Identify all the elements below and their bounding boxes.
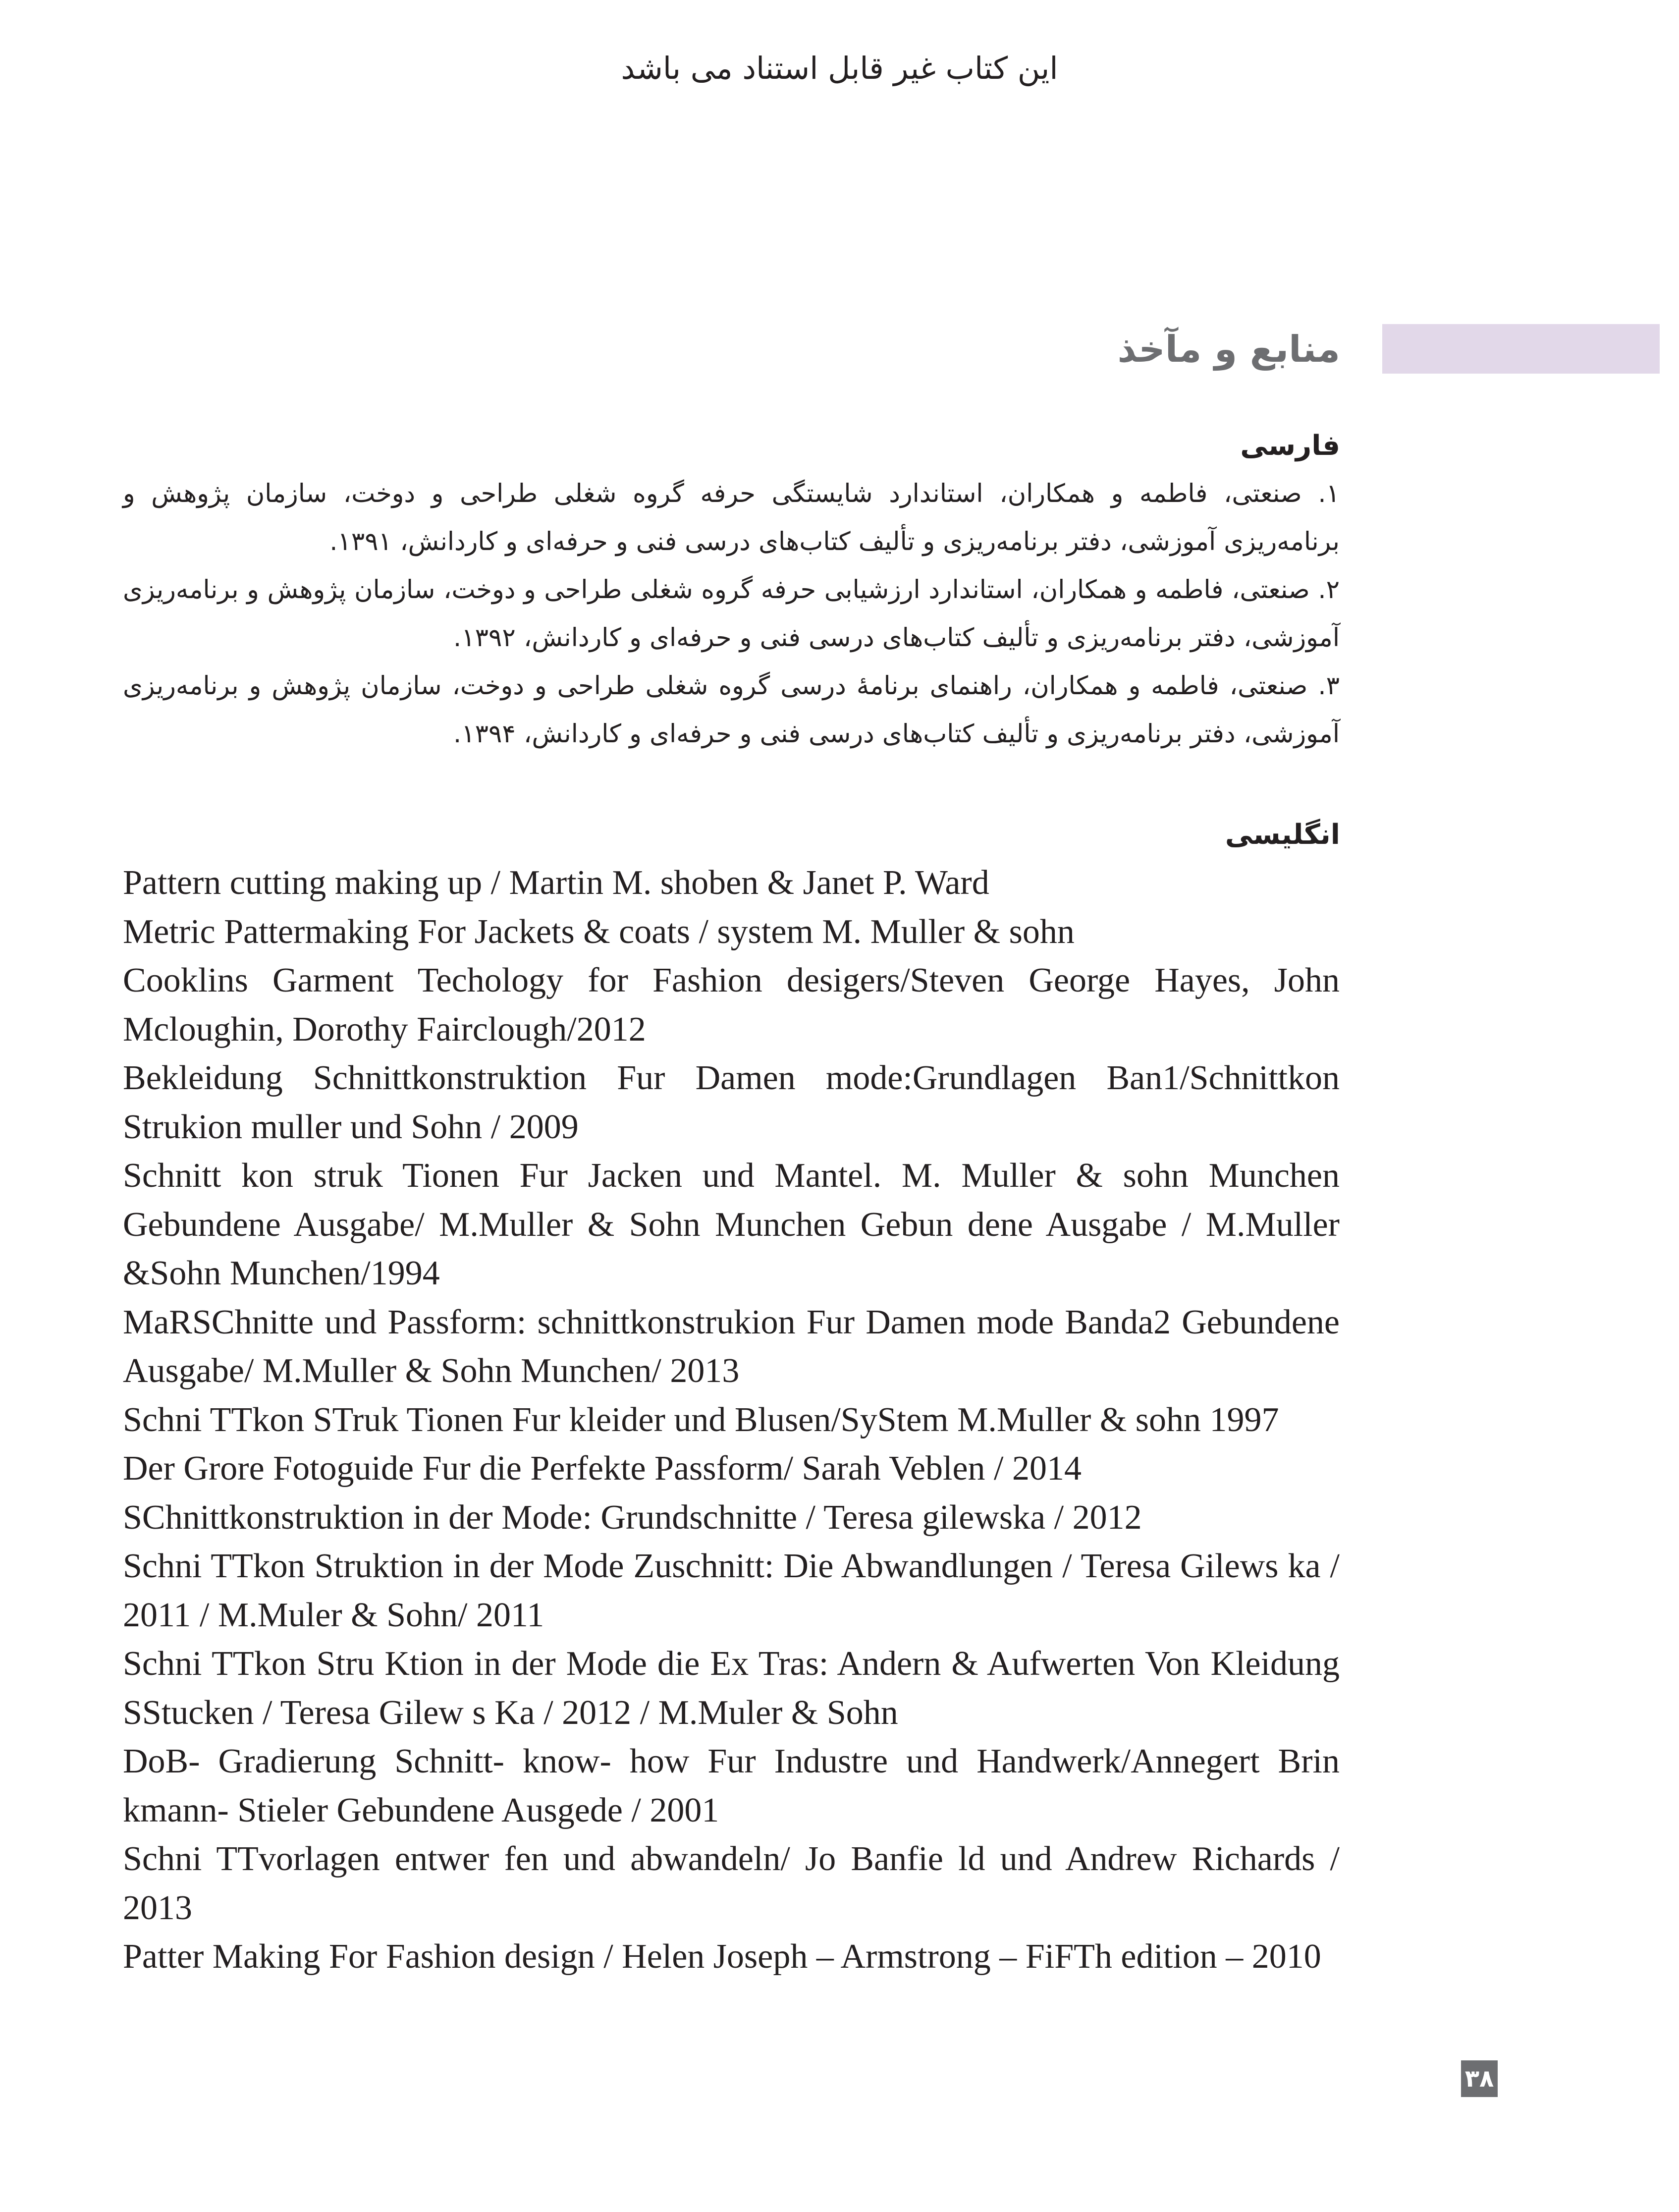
english-references-heading: انگلیسی — [1225, 819, 1340, 851]
english-reference-item: Schni TTkon Struktion in der Mode Zuschnitt: Die Abwandlungen / Teresa Gilews ka / 2011 / M.Muler & Sohn/ 2011 — [123, 1547, 1340, 1634]
persian-reference-item: ۱. صنعتی، فاطمه و همکاران، استاندارد شایستگی حرفه گروه شغلی طراحی و دوخت، سازمان پژوهش و برنامه‌ریزی آموزشی، دفتر برنامه‌ریزی و تألیف کتاب‌های درسی فنی و حرفه‌ای و کاردانش، ۱۳۹۱. — [123, 479, 1340, 556]
english-reference-item: Schnitt kon struk Tionen Fur Jacken und Mantel. M. Muller & sohn Munchen Gebundene Ausgabe/ M.Muller & Sohn Munchen Gebun dene Ausgabe / M.Muller &Sohn Munchen/1994 — [123, 1157, 1340, 1292]
english-reference-item: Schni TTkon Stru Ktion in der Mode die Ex Tras: Andern & Aufwerten Von Kleidung SStucken / Teresa Gilew s Ka / 2012 / M.Muler & Sohn — [123, 1645, 1340, 1732]
english-reference-item: SChnittkonstruktion in der Mode: Grundschnitte / Teresa gilewska / 2012 — [123, 1498, 1142, 1537]
english-reference-item: Patter Making For Fashion design / Helen Joseph – Armstrong – FiFTh edition – 2010 — [123, 1937, 1321, 1976]
english-reference-item: Pattern cutting making up / Martin M. shoben & Janet P. Ward — [123, 864, 989, 902]
persian-reference-item: ۳. صنعتی، فاطمه و همکاران، راهنمای برنامهٔ درسی گروه شغلی طراحی و دوخت، سازمان پژوهش و برنامه‌ریزی آموزشی، دفتر برنامه‌ریزی و تألیف کتاب‌های درسی فنی و حرفه‌ای و کاردانش، ۱۳۹۴. — [123, 671, 1340, 749]
english-reference-item: Cooklins Garment Techology for Fashion desigers/Steven George Hayes, John Mcloughin, Dorothy Fairclough/2012 — [123, 961, 1340, 1049]
watermark-notice: این کتاب غیر قابل استناد می باشد — [621, 50, 1058, 86]
english-reference-item: MaRSChnitte und Passform: schnittkonstrukion Fur Damen mode Banda2 Gebundene Ausgabe/ M.Muller & Sohn Munchen/ 2013 — [123, 1303, 1340, 1390]
persian-references-heading: فارسی — [1240, 430, 1340, 462]
persian-references-list — [123, 470, 1340, 758]
english-references-list — [123, 859, 1340, 1982]
page-number-badge: ۳۸ — [1461, 2060, 1498, 2097]
section-title: منابع و مآخذ — [1117, 328, 1340, 371]
english-reference-item: Der Grore Fotoguide Fur die Perfekte Passform/ Sarah Veblen / 2014 — [123, 1449, 1082, 1488]
english-reference-item: DoB- Gradierung Schnitt- know- how Fur Industre und Handwerk/Annegert Brin kmann- Stieler Gebundene Ausgede / 2001 — [123, 1742, 1340, 1829]
english-reference-item: Metric Pattermaking For Jackets & coats / system M. Muller & sohn — [123, 912, 1075, 951]
english-reference-item: Bekleidung Schnittkonstruktion Fur Damen mode:Grundlagen Ban1/Schnittkon Strukion muller und Sohn / 2009 — [123, 1059, 1340, 1146]
english-reference-item: Schni TTvorlagen entwer fen und abwandeln/ Jo Banfie ld und Andrew Richards / 2013 — [123, 1840, 1340, 1927]
section-title-accent-bar — [1382, 324, 1660, 374]
english-reference-item: Schni TTkon STruk Tionen Fur kleider und Blusen/SyStem M.Muller & sohn 1997 — [123, 1400, 1279, 1439]
persian-reference-item: ۲. صنعتی، فاطمه و همکاران، استاندارد ارزشیابی حرفه گروه شغلی طراحی و دوخت، سازمان پژوهش و برنامه‌ریزی آموزشی، دفتر برنامه‌ریزی و تألیف کتاب‌های درسی فنی و حرفه‌ای و کاردانش، ۱۳۹۲. — [123, 575, 1340, 653]
